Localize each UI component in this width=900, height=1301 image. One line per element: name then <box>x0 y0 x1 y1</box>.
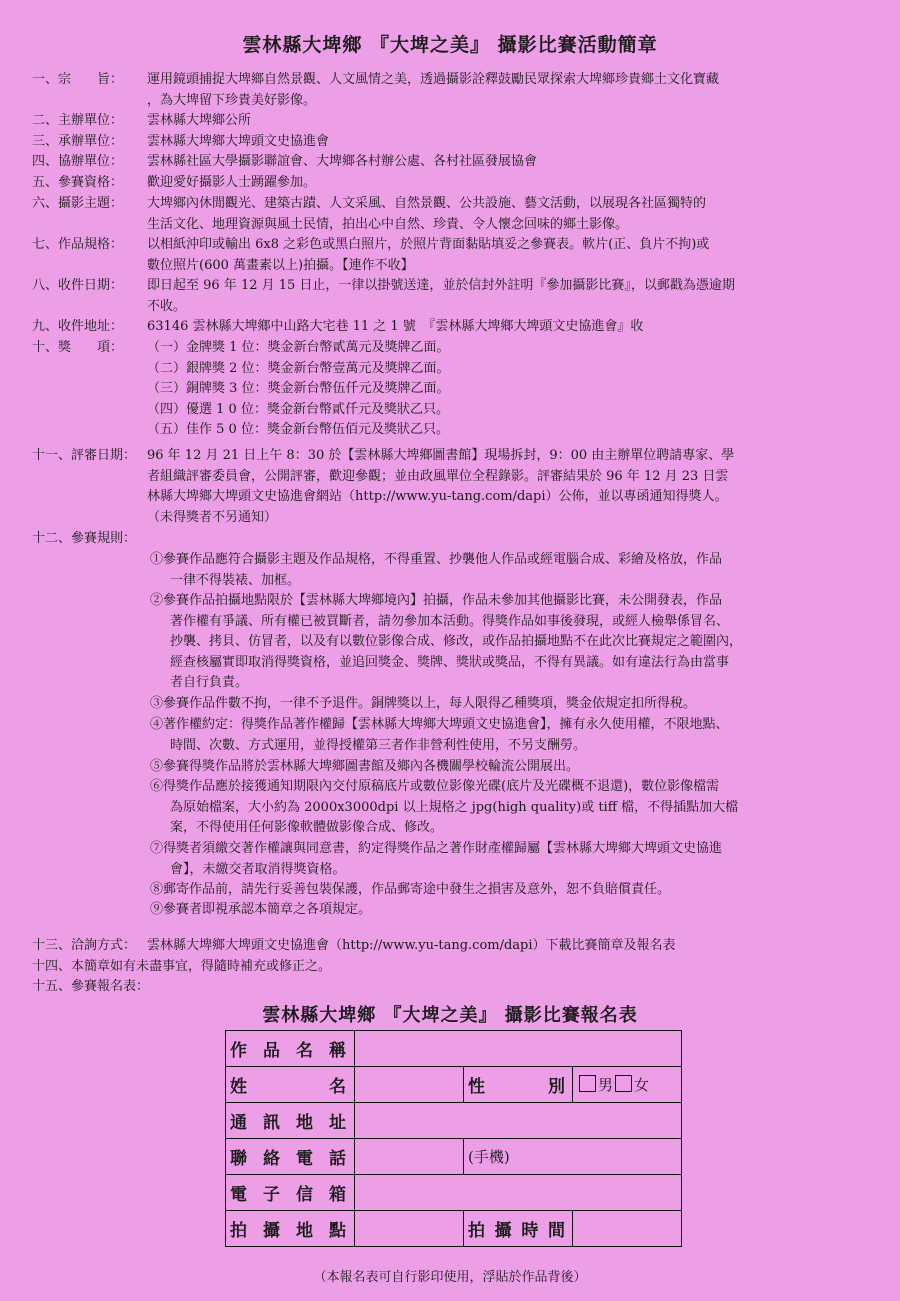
section-line: （三）銅牌獎 3 位：獎金新台幣伍仟元及獎牌乙面。 <box>147 381 450 396</box>
rule-line: 著作權有爭議、所有權已被買斷者，請勿參加本活動。得獎作品如事後發現，或經人檢舉係冒名、 <box>170 613 730 629</box>
rule-line: ④著作權約定：得獎作品著作權歸【雲林縣大埤鄉大埤頭文史協進會】，擁有永久使用權，不限地點、 <box>150 717 729 732</box>
section-line: 數位照片(600 萬畫素以上)拍攝。【連作不收】 <box>147 257 414 273</box>
section-line: 雲林縣大埤鄉大埤頭文史協進會 <box>147 134 330 149</box>
section-text <box>147 194 706 235</box>
rule-line: 為原始檔案，大小約為 2000x3000dpi 以上規格之 jpg(high quality)或 tiff 檔，不得插點加大檔 <box>170 799 739 815</box>
rule-item <box>150 694 875 715</box>
section-tail_sections2 <box>32 977 872 998</box>
rule-item <box>150 591 875 694</box>
section-label: 五、參賽資格： <box>32 175 124 190</box>
location-label: 拍攝地點 <box>226 1211 355 1247</box>
section-line: 96 年 12 月 21 日上午 8：30 於【雲林縣大埤鄉圖書館】現場拆封，9：00 由主辦單位聘請專家、學 <box>147 448 735 463</box>
rule-item <box>150 715 875 756</box>
section-line: 以相紙沖印或輸出 6x8 之彩色或黑白照片，於照片背面黏貼填妥之參賽表。軟片(正、負片不拘)或 <box>147 237 710 252</box>
section-sections9 <box>32 338 872 441</box>
section-line: 即日起至 96 年 12 月 15 日止，一律以掛號送達，並於信封外註明『參加攝影比賽』，以郵戳為憑逾期 <box>147 278 735 293</box>
section-text <box>147 317 643 338</box>
location-field[interactable] <box>355 1211 464 1247</box>
rule-line: ②參賽作品拍攝地點限於【雲林縣大埤鄉境內】拍攝，作品未參加其他攝影比賽，未公開發表，作品 <box>150 593 723 608</box>
section-text <box>147 276 735 317</box>
rule-item <box>150 900 875 921</box>
rule-line: ⑥得獎作品應於接獲通知期限內交付原稿底片或數位影像光碟(底片及光碟概不退還)，數位影像檔需 <box>150 779 720 794</box>
shoot-time-label: 拍攝時間 <box>464 1211 573 1247</box>
rule-line: 經查核屬實即取消得獎資格，並追回獎金、獎牌、獎狀或獎品，不得有異議。如有違法行為由當事 <box>170 654 730 670</box>
section-label: 十一、評審日期： <box>32 448 137 463</box>
section-line: （五）佳作 5 0 位：獎金新台幣伍佰元及獎狀乙只。 <box>147 422 449 437</box>
section-sections2 <box>32 132 872 153</box>
rule-line: ①參賽作品應符合攝影主題及作品規格，不得重置、抄襲他人作品或經電腦合成、彩繪及格放，作品 <box>150 552 723 567</box>
section-line: 者組織評審委員會，公開評審，歡迎參觀；並由政風單位全程錄影。評審結果於 96 年 12 月 23 日雲 <box>147 468 729 484</box>
form-footnote: （本報名表可自行影印使用，浮貼於作品背後） <box>313 1270 587 1285</box>
rule-item <box>150 777 875 839</box>
section-text <box>147 132 329 153</box>
section-sections4 <box>32 173 872 194</box>
rule-line: 者自行負責。 <box>170 675 249 690</box>
section-line: （四）優選 1 0 位：獎金新台幣貳仟元及獎狀乙只。 <box>147 401 449 417</box>
mobile-field[interactable]: (手機) <box>464 1139 682 1175</box>
section-line: ，為大埤留下珍貴美好影像。 <box>147 92 317 108</box>
section-label: 十二、參賽規則： <box>32 531 137 546</box>
section-label: 四、協辦單位： <box>32 154 124 169</box>
male-checkbox[interactable] <box>579 1075 596 1092</box>
section-text <box>147 936 676 957</box>
work-name-field[interactable] <box>355 1031 682 1067</box>
section-label: 一、宗 旨： <box>32 72 124 87</box>
female-checkbox[interactable] <box>615 1075 632 1092</box>
section-text <box>147 235 709 276</box>
gender-options <box>573 1067 682 1103</box>
section-label: 八、收件日期： <box>32 278 124 293</box>
rule-line: 會】，未繳交者取消得獎資格。 <box>170 861 346 877</box>
rule-line: ⑨參賽者即視承認本簡章之各項規定。 <box>150 902 372 917</box>
work-name-label: 作品名稱 <box>226 1031 355 1067</box>
section-sections7 <box>32 276 872 317</box>
section-label: 十、獎 項： <box>32 340 124 355</box>
shoot-time-field[interactable] <box>573 1211 682 1247</box>
section-sections11 <box>32 529 872 550</box>
section-line: （一）金牌獎 1 位：獎金新台幣貳萬元及獎牌乙面。 <box>147 340 450 355</box>
rule-item <box>150 839 875 880</box>
rule-line: 案，不得使用任何影像軟體做影像合成、修改。 <box>170 820 444 835</box>
section-line: 運用鏡頭捕捉大埤鄉自然景觀、人文風情之美，透過攝影詮釋鼓勵民眾探索大埤鄉珍貴鄉土文化寶藏 <box>147 72 720 87</box>
section-label: 三、承辦單位： <box>32 134 124 149</box>
section-line: 林縣大埤鄉大埤頭文史協進會網站（http://www.yu-tang.com/dapi）公佈，並以專函通知得獎人。 <box>147 489 728 504</box>
section-sections1 <box>32 111 872 132</box>
section-sections10 <box>32 446 872 528</box>
section-line: （未得獎者不另通知） <box>147 509 278 525</box>
rule-line: ③參賽作品件數不拘，一律不予退件。銅牌獎以上，每人限得乙種獎項，獎金依規定扣所得稅。 <box>150 696 697 711</box>
gender-label: 性 別 <box>464 1067 573 1103</box>
email-field[interactable] <box>355 1175 682 1211</box>
document-title: 雲林縣大埤鄉 『大埤之美』 攝影比賽活動簡章 <box>242 34 658 56</box>
section-line: 大埤鄉內休閒觀光、建築古蹟、人文采風、自然景觀、公共設施、藝文活動，以展現各社區獨特的 <box>147 196 707 211</box>
rule-line: ⑧郵寄作品前，請先行妥善包裝保護，作品郵寄途中發生之損害及意外，恕不負賠償責任。 <box>150 882 671 897</box>
section-line: （二）銀牌獎 2 位：獎金新台幣壹萬元及獎牌乙面。 <box>147 360 450 376</box>
rule-line: 時間、次數、方式運用，並得授權第三者作非營利性使用，不另支酬勞。 <box>170 737 587 753</box>
name-field[interactable] <box>355 1067 464 1103</box>
section-label: 十四、本簡章如有未盡事宜，得隨時補充或修正之。 <box>32 959 332 974</box>
section-text <box>147 70 719 111</box>
section-line: 雲林縣社區大學攝影聯誼會、大埤鄉各村辦公處、各村社區發展協會 <box>147 154 538 169</box>
rule-item <box>150 880 875 901</box>
phone-label: 聯絡電話 <box>226 1139 355 1175</box>
section-sections8 <box>32 317 872 338</box>
address-field[interactable] <box>355 1103 682 1139</box>
rule-item <box>150 550 875 591</box>
rule-line: 一律不得裝裱、加框。 <box>170 572 301 588</box>
rule-item <box>150 757 875 778</box>
male-label: 男 <box>598 1076 614 1094</box>
section-text <box>147 111 251 132</box>
section-line: 雲林縣大埤鄉大埤頭文史協進會（http://www.yu-tang.com/dapi）下載比賽簡章及報名表 <box>147 938 676 953</box>
section-label: 六、攝影主題： <box>32 196 124 211</box>
section-tail_sections0 <box>32 936 872 957</box>
section-line: 不收。 <box>147 298 187 314</box>
phone-field[interactable] <box>355 1139 464 1175</box>
section-sections5 <box>32 194 872 235</box>
section-line: 63146 雲林縣大埤鄉中山路大宅巷 11 之 1 號 『雲林縣大埤鄉大埤頭文史協進會』收 <box>147 319 644 334</box>
rule-line: ⑤參賽得獎作品將於雲林縣大埤鄉圖書館及鄉內各機關學校輪流公開展出。 <box>150 759 580 774</box>
registration-form <box>225 1030 682 1247</box>
section-label: 十三、洽詢方式： <box>32 938 137 953</box>
section-text <box>147 338 450 441</box>
section-sections6 <box>32 235 872 276</box>
section-line: 雲林縣大埤鄉公所 <box>147 113 252 128</box>
section-label: 二、主辦單位： <box>32 113 124 128</box>
section-sections3 <box>32 152 872 173</box>
name-label: 姓 名 <box>226 1067 355 1103</box>
section-label: 九、收件地址： <box>32 319 124 334</box>
section-text <box>147 152 537 173</box>
section-line: 歡迎愛好攝影人士踴躍參加。 <box>147 175 317 190</box>
section-label: 十五、參賽報名表： <box>32 979 150 994</box>
form-title: 雲林縣大埤鄉 『大埤之美』 攝影比賽報名表 <box>262 1005 638 1026</box>
email-label: 電子信箱 <box>226 1175 355 1211</box>
section-tail_sections1 <box>32 957 872 978</box>
section-line: 生活文化、地理資源與風土民情，拍出心中自然、珍貴、令人懷念回味的鄉土影像。 <box>147 216 629 232</box>
section-label: 七、作品規格： <box>32 237 124 252</box>
section-sections0 <box>32 70 872 111</box>
rule-line: 抄襲、拷貝、仿冒者，以及有以數位影像合成、修改，或作品拍攝地點不在此次比賽規定之範圍內， <box>170 634 743 649</box>
section-text <box>147 446 734 528</box>
address-label: 通訊地址 <box>226 1103 355 1139</box>
section-text <box>147 173 316 194</box>
rule-line: ⑦得獎者須繳交著作權讓與同意書，約定得獎作品之著作財產權歸屬【雲林縣大埤鄉大埤頭文史協進 <box>150 841 723 856</box>
female-label: 女 <box>634 1076 650 1094</box>
